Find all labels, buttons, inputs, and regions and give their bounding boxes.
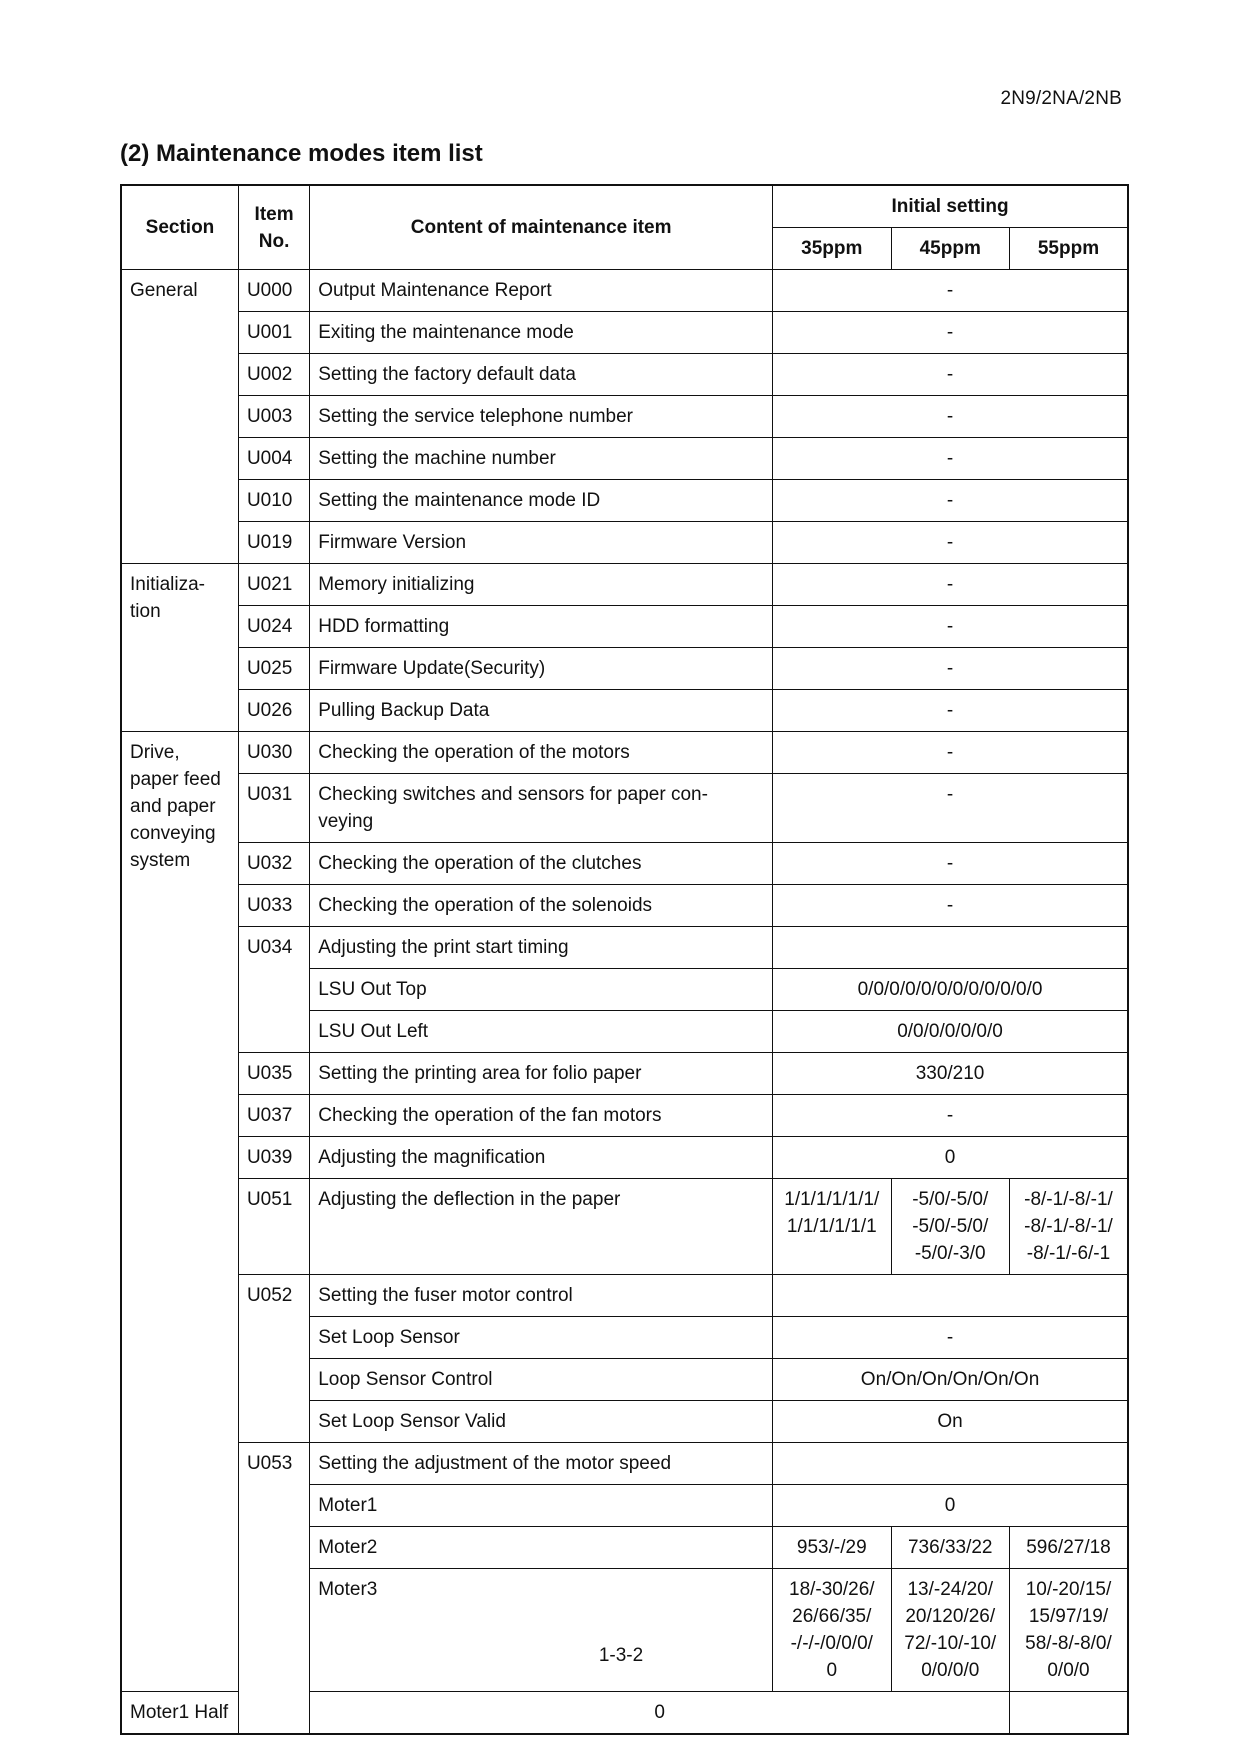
item-content: Setting the adjustment of the motor speed [310,1443,773,1485]
item-content: Memory initializing [310,564,773,606]
item-content: Setting the fuser motor control [310,1275,773,1317]
item-content: Pulling Backup Data [310,690,773,732]
header-section: Section [121,185,238,270]
item-number: U002 [238,354,309,396]
table-row [121,396,1128,438]
item-content: Firmware Update(Security) [310,648,773,690]
table-row [121,270,1128,312]
item-number: U053 [238,1443,309,1735]
initial-value: - [773,522,1128,564]
item-content: Adjusting the deflection in the paper [310,1179,773,1275]
initial-value: 0 [310,1692,1010,1735]
table-row [121,1179,1128,1275]
section-cell: General [121,270,238,564]
value-45ppm: 736/33/22 [891,1527,1009,1569]
section-cell: Initializa- tion [121,564,238,732]
initial-value: 330/210 [773,1053,1128,1095]
item-content: Checking the operation of the solenoids [310,885,773,927]
item-number: U010 [238,480,309,522]
table-row [121,1443,1128,1485]
initial-value: - [773,312,1128,354]
item-number: U021 [238,564,309,606]
model-number: 2N9/2NA/2NB [1000,88,1122,109]
initial-value: 0 [773,1485,1128,1527]
item-number: U037 [238,1095,309,1137]
initial-value [773,1275,1128,1317]
initial-value: - [773,843,1128,885]
table-row [121,885,1128,927]
initial-value: - [773,270,1128,312]
initial-value: - [773,396,1128,438]
item-number: U052 [238,1275,309,1443]
item-number: U033 [238,885,309,927]
table-row [121,564,1128,606]
item-number: U004 [238,438,309,480]
table-row [121,1053,1128,1095]
table-row [121,480,1128,522]
item-number: U003 [238,396,309,438]
initial-value: - [773,606,1128,648]
header-45ppm: 45ppm [891,228,1009,270]
item-content: Setting the printing area for folio paper [310,1053,773,1095]
item-content: Checking the operation of the motors [310,732,773,774]
value-35ppm: 953/-/29 [773,1527,891,1569]
value-55ppm: 10/-20/15/ 15/97/19/ 58/-8/-8/0/ 0/0/0 [1009,1569,1128,1692]
item-content: Exiting the maintenance mode [310,312,773,354]
table-row [121,1137,1128,1179]
initial-value [773,927,1128,969]
item-content: Checking switches and sensors for paper con- veying [310,774,773,843]
sub-item-content: Loop Sensor Control [310,1359,773,1401]
sub-item-content: Set Loop Sensor [310,1317,773,1359]
item-number: U031 [238,774,309,843]
table-row [121,648,1128,690]
sub-item-content: Moter1 [310,1485,773,1527]
initial-value: On/On/On/On/On/On [773,1359,1128,1401]
initial-value: - [773,774,1128,843]
initial-value: On [773,1401,1128,1443]
initial-value: - [773,480,1128,522]
item-number: U039 [238,1137,309,1179]
sub-item-content: LSU Out Left [310,1011,773,1053]
header-35ppm: 35ppm [773,228,891,270]
section-cell: Drive, paper feed and paper conveying system [121,732,238,1692]
sub-item-content: Moter3 [310,1569,773,1692]
item-number: U000 [238,270,309,312]
initial-value: 0/0/0/0/0/0/0 [773,1011,1128,1053]
item-content: Checking the operation of the fan motors [310,1095,773,1137]
value-45ppm: -5/0/-5/0/ -5/0/-5/0/ -5/0/-3/0 [891,1179,1009,1275]
sub-item-content: Moter1 Half [121,1692,238,1735]
item-number: U035 [238,1053,309,1095]
initial-value: - [773,438,1128,480]
table-row [121,354,1128,396]
item-content: Output Maintenance Report [310,270,773,312]
item-content: Checking the operation of the clutches [310,843,773,885]
item-content: Setting the service telephone number [310,396,773,438]
table-body [121,270,1128,1735]
item-content: HDD formatting [310,606,773,648]
value-55ppm: 596/27/18 [1009,1527,1128,1569]
initial-value: - [773,1317,1128,1359]
value-45ppm: 13/-24/20/ 20/120/26/ 72/-10/-10/ 0/0/0/0 [891,1569,1009,1692]
table-row [121,927,1128,969]
item-number: U032 [238,843,309,885]
maintenance-items-table [120,184,1129,1735]
header-55ppm: 55ppm [1009,228,1128,270]
header-item-no: Item No. [238,185,309,270]
item-content: Setting the maintenance mode ID [310,480,773,522]
item-content: Adjusting the magnification [310,1137,773,1179]
item-number: U026 [238,690,309,732]
initial-value: 0 [773,1137,1128,1179]
value-35ppm: 1/1/1/1/1/1/ 1/1/1/1/1/1 [773,1179,891,1275]
initial-value: - [773,690,1128,732]
table-row [121,1095,1128,1137]
item-number: U024 [238,606,309,648]
table-row [121,1275,1128,1317]
initial-value: 0/0/0/0/0/0/0/0/0/0/0/0 [773,969,1128,1011]
item-content: Setting the factory default data [310,354,773,396]
sub-item-content: LSU Out Top [310,969,773,1011]
header-content: Content of maintenance item [310,185,773,270]
table-row [121,606,1128,648]
initial-value: - [773,564,1128,606]
initial-value: - [773,885,1128,927]
item-content: Adjusting the print start timing [310,927,773,969]
table-row [121,774,1128,843]
initial-value: - [773,732,1128,774]
initial-value [773,1443,1128,1485]
value-55ppm: -8/-1/-8/-1/ -8/-1/-8/-1/ -8/-1/-6/-1 [1009,1179,1128,1275]
initial-value: - [773,1095,1128,1137]
initial-value: - [773,648,1128,690]
table-row [121,438,1128,480]
sub-item-content: Moter2 [310,1527,773,1569]
sub-item-content: Set Loop Sensor Valid [310,1401,773,1443]
table-row [121,732,1128,774]
item-content: Firmware Version [310,522,773,564]
item-content: Setting the machine number [310,438,773,480]
item-number: U030 [238,732,309,774]
item-number: U001 [238,312,309,354]
initial-value: - [773,354,1128,396]
item-number: U034 [238,927,309,1053]
page-title: (2) Maintenance modes item list [120,140,483,167]
item-number: U051 [238,1179,309,1275]
table-row [121,312,1128,354]
table-row [121,690,1128,732]
header-initial-setting: Initial setting [773,185,1128,228]
item-number: U025 [238,648,309,690]
table-row [121,843,1128,885]
value-35ppm: 18/-30/26/ 26/66/35/ -/-/-/0/0/0/ 0 [773,1569,891,1692]
table-row [121,522,1128,564]
item-number: U019 [238,522,309,564]
page-number: 1-3-2 [598,1645,644,1666]
